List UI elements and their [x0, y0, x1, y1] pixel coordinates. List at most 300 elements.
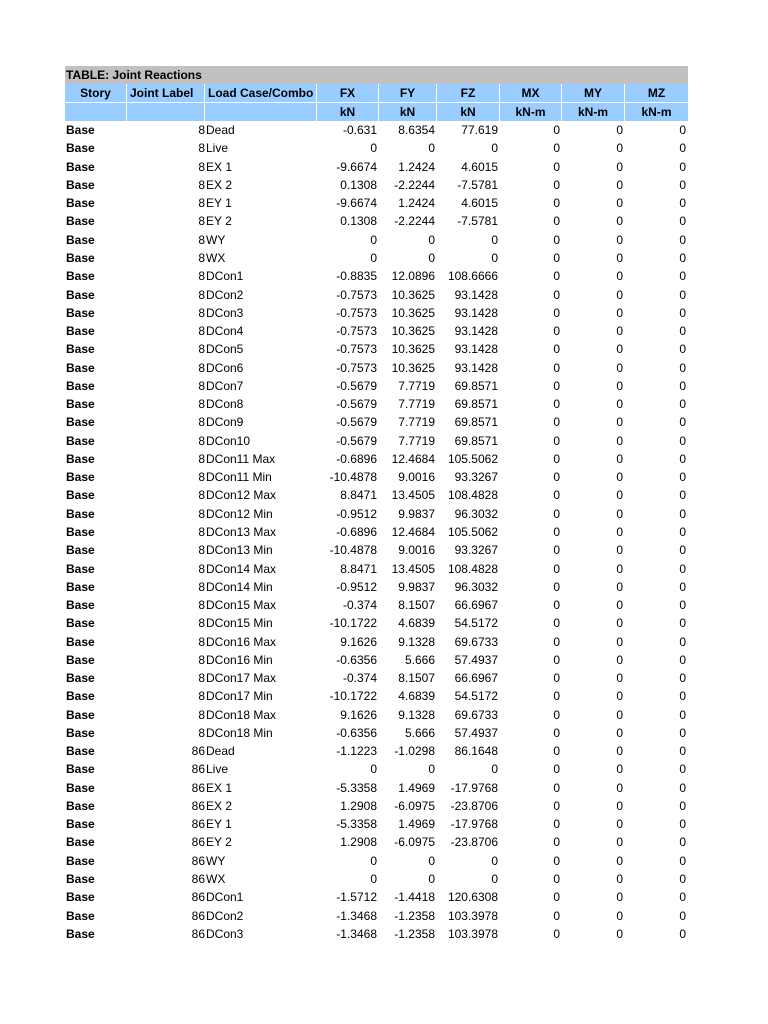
cell-my: 0 [616, 451, 623, 466]
cell-mz: 0 [679, 707, 686, 722]
table-row [65, 651, 688, 669]
cell-load-case: DCon15 Max [206, 598, 277, 613]
table-row [65, 724, 688, 742]
cell-story: Base [66, 305, 95, 320]
cell-fz: -17.9768 [450, 817, 498, 832]
cell-joint-label: 8 [198, 707, 205, 722]
cell-fz: 0 [491, 141, 498, 156]
cell-my: 0 [616, 671, 623, 686]
cell-fz: 0 [491, 853, 498, 868]
cell-story: Base [66, 214, 95, 229]
cell-fx: -0.8835 [336, 269, 377, 284]
cell-mz: 0 [679, 324, 686, 339]
cell-load-case: DCon8 [206, 397, 244, 412]
unit-story [65, 103, 127, 121]
cell-fx: -0.5679 [336, 378, 377, 393]
cell-fx: 0 [370, 853, 377, 868]
cell-mx: 0 [553, 488, 560, 503]
cell-mx: 0 [553, 707, 560, 722]
cell-mz: 0 [679, 488, 686, 503]
cell-fy: 9.9837 [398, 506, 435, 521]
cell-joint-label: 8 [198, 342, 205, 357]
cell-fz: 105.5062 [447, 524, 498, 539]
cell-mz: 0 [679, 159, 686, 174]
cell-fx: -10.1722 [329, 616, 377, 631]
cell-mx: 0 [553, 177, 560, 192]
table-row [65, 358, 688, 376]
cell-fy: 9.1328 [398, 707, 435, 722]
table-row [65, 267, 688, 285]
cell-mz: 0 [679, 689, 686, 704]
header-joint-label: Joint Label [127, 84, 205, 102]
cell-fy: 5.666 [404, 652, 435, 667]
cell-mx: 0 [553, 360, 560, 375]
cell-my: 0 [616, 872, 623, 887]
cell-mz: 0 [679, 305, 686, 320]
table-row [65, 121, 688, 139]
table-body [65, 121, 688, 943]
cell-my: 0 [616, 214, 623, 229]
cell-story: Base [66, 177, 95, 192]
cell-story: Base [66, 324, 95, 339]
cell-load-case: EX 2 [206, 177, 233, 192]
cell-my: 0 [616, 707, 623, 722]
cell-load-case: DCon12 Min [206, 506, 273, 521]
cell-fz: 0 [491, 250, 498, 265]
cell-fx: -0.7573 [336, 324, 377, 339]
cell-fy: 0 [428, 250, 435, 265]
cell-load-case: EY 2 [206, 214, 232, 229]
cell-fx: -10.1722 [329, 689, 377, 704]
cell-joint-label: 86 [191, 744, 205, 759]
table-row [65, 432, 688, 450]
cell-story: Base [66, 579, 95, 594]
cell-fy: 1.4969 [398, 817, 435, 832]
cell-mx: 0 [553, 287, 560, 302]
cell-fx: -5.3358 [336, 817, 377, 832]
cell-fz: 93.1428 [454, 360, 498, 375]
table-row [65, 614, 688, 632]
cell-fy: 7.7719 [398, 433, 435, 448]
cell-fx: 0 [370, 762, 377, 777]
cell-story: Base [66, 780, 95, 795]
cell-fz: 93.1428 [454, 305, 498, 320]
cell-story: Base [66, 926, 95, 941]
cell-mz: 0 [679, 616, 686, 631]
cell-mz: 0 [679, 744, 686, 759]
cell-joint-label: 8 [198, 543, 205, 558]
cell-my: 0 [616, 908, 623, 923]
cell-my: 0 [616, 123, 623, 138]
cell-joint-label: 8 [198, 232, 205, 247]
cell-story: Base [66, 908, 95, 923]
cell-joint-label: 86 [191, 835, 205, 850]
cell-fy: 0 [428, 853, 435, 868]
cell-mz: 0 [679, 415, 686, 430]
cell-fz: 0 [491, 872, 498, 887]
table-row [65, 176, 688, 194]
table-row [65, 377, 688, 395]
cell-fx: 0 [370, 141, 377, 156]
cell-mx: 0 [553, 725, 560, 740]
table-row [65, 194, 688, 212]
cell-fx: 0 [370, 232, 377, 247]
table-row [65, 870, 688, 888]
unit-load-case [205, 103, 317, 121]
cell-fy: 0 [428, 141, 435, 156]
cell-mz: 0 [679, 123, 686, 138]
cell-story: Base [66, 470, 95, 485]
cell-fx: -10.4878 [329, 543, 377, 558]
cell-joint-label: 8 [198, 671, 205, 686]
cell-mz: 0 [679, 470, 686, 485]
cell-mx: 0 [553, 451, 560, 466]
cell-load-case: WX [206, 250, 226, 265]
cell-load-case: WY [206, 853, 226, 868]
cell-mz: 0 [679, 598, 686, 613]
table-row [65, 687, 688, 705]
cell-story: Base [66, 488, 95, 503]
cell-load-case: DCon11 Min [206, 470, 272, 485]
cell-joint-label: 8 [198, 305, 205, 320]
cell-mz: 0 [679, 652, 686, 667]
cell-mx: 0 [553, 634, 560, 649]
cell-load-case: DCon12 Max [206, 488, 277, 503]
cell-fz: 108.6666 [447, 269, 498, 284]
cell-fz: 103.3978 [447, 926, 498, 941]
cell-story: Base [66, 196, 95, 211]
cell-mx: 0 [553, 926, 560, 941]
table-row [65, 413, 688, 431]
cell-my: 0 [616, 524, 623, 539]
cell-story: Base [66, 123, 95, 138]
cell-my: 0 [616, 305, 623, 320]
cell-fz: 66.6967 [454, 598, 498, 613]
cell-mx: 0 [553, 872, 560, 887]
cell-mx: 0 [553, 835, 560, 850]
cell-story: Base [66, 159, 95, 174]
cell-fz: 69.6733 [454, 707, 498, 722]
cell-fy: -1.4418 [394, 890, 435, 905]
cell-mz: 0 [679, 250, 686, 265]
cell-load-case: DCon15 Min [206, 616, 273, 631]
cell-mx: 0 [553, 890, 560, 905]
header-mz: MZ [647, 86, 666, 100]
table-row [65, 815, 688, 833]
cell-joint-label: 8 [198, 689, 205, 704]
cell-my: 0 [616, 598, 623, 613]
cell-fx: -0.5679 [336, 433, 377, 448]
table-row [65, 833, 688, 851]
cell-my: 0 [616, 780, 623, 795]
cell-load-case: DCon14 Min [206, 579, 273, 594]
cell-mz: 0 [679, 451, 686, 466]
cell-my: 0 [616, 798, 623, 813]
cell-mz: 0 [679, 378, 686, 393]
table-row [65, 212, 688, 230]
cell-my: 0 [616, 250, 623, 265]
cell-fy: 9.0016 [398, 543, 435, 558]
cell-fy: -6.0975 [394, 835, 435, 850]
cell-mz: 0 [679, 196, 686, 211]
cell-mz: 0 [679, 780, 686, 795]
table-row [65, 852, 688, 870]
cell-mz: 0 [679, 177, 686, 192]
cell-joint-label: 8 [198, 269, 205, 284]
cell-fz: 93.3267 [454, 470, 498, 485]
cell-fy: -2.2244 [394, 177, 435, 192]
cell-fx: -0.7573 [336, 342, 377, 357]
cell-story: Base [66, 433, 95, 448]
cell-my: 0 [616, 561, 623, 576]
cell-fz: 69.6733 [454, 634, 498, 649]
cell-fz: 96.3032 [454, 579, 498, 594]
table-row [65, 578, 688, 596]
header-fz: FZ [437, 84, 500, 102]
cell-load-case: DCon16 Min [206, 652, 273, 667]
cell-fx: 9.1626 [340, 707, 377, 722]
cell-load-case: DCon13 Min [206, 543, 273, 558]
cell-my: 0 [616, 324, 623, 339]
cell-mz: 0 [679, 579, 686, 594]
cell-mx: 0 [553, 214, 560, 229]
table-row [65, 285, 688, 303]
cell-fy: 1.2424 [398, 159, 435, 174]
cell-joint-label: 8 [198, 415, 205, 430]
cell-mx: 0 [553, 579, 560, 594]
cell-my: 0 [616, 725, 623, 740]
cell-story: Base [66, 543, 95, 558]
cell-fy: 10.3625 [391, 287, 435, 302]
cell-story: Base [66, 598, 95, 613]
table-row [65, 523, 688, 541]
table-row [65, 925, 688, 943]
table-title: TABLE: Joint Reactions [65, 66, 688, 84]
cell-my: 0 [616, 853, 623, 868]
cell-my: 0 [616, 378, 623, 393]
cell-load-case: EX 2 [206, 798, 233, 813]
header-load-case: Load Case/Combo [205, 84, 317, 102]
cell-joint-label: 8 [198, 561, 205, 576]
cell-fz: 103.3978 [447, 908, 498, 923]
cell-story: Base [66, 232, 95, 247]
cell-mx: 0 [553, 141, 560, 156]
cell-mx: 0 [553, 762, 560, 777]
cell-story: Base [66, 397, 95, 412]
cell-load-case: EY 1 [206, 817, 232, 832]
cell-fy: 1.2424 [398, 196, 435, 211]
cell-mz: 0 [679, 433, 686, 448]
cell-mx: 0 [553, 250, 560, 265]
cell-fy: 1.4969 [398, 780, 435, 795]
cell-my: 0 [616, 506, 623, 521]
cell-fz: 57.4937 [454, 652, 498, 667]
cell-mx: 0 [553, 324, 560, 339]
cell-fy: 4.6839 [398, 689, 435, 704]
cell-mx: 0 [553, 671, 560, 686]
cell-joint-label: 8 [198, 287, 205, 302]
cell-fy: 12.4684 [391, 524, 435, 539]
cell-mx: 0 [553, 744, 560, 759]
cell-load-case: EY 1 [206, 196, 232, 211]
cell-fz: 86.1648 [454, 744, 498, 759]
cell-joint-label: 8 [198, 433, 205, 448]
cell-story: Base [66, 671, 95, 686]
cell-my: 0 [616, 232, 623, 247]
cell-story: Base [66, 872, 95, 887]
table-row [65, 249, 688, 267]
cell-joint-label: 8 [198, 324, 205, 339]
unit-mx: kN-m [500, 103, 562, 121]
cell-mx: 0 [553, 817, 560, 832]
cell-mx: 0 [553, 506, 560, 521]
cell-load-case: DCon10 [206, 433, 251, 448]
cell-fy: 7.7719 [398, 378, 435, 393]
cell-load-case: Live [206, 762, 229, 777]
cell-mz: 0 [679, 908, 686, 923]
header-story: Story [65, 84, 127, 102]
cell-mz: 0 [679, 853, 686, 868]
cell-my: 0 [616, 762, 623, 777]
cell-fx: -0.7573 [336, 360, 377, 375]
cell-fz: -7.5781 [457, 177, 498, 192]
cell-my: 0 [616, 817, 623, 832]
cell-story: Base [66, 287, 95, 302]
cell-load-case: EX 1 [206, 159, 233, 174]
cell-my: 0 [616, 342, 623, 357]
cell-fy: 0 [428, 872, 435, 887]
cell-story: Base [66, 250, 95, 265]
cell-load-case: DCon18 Min [206, 725, 273, 740]
cell-load-case: DCon5 [206, 342, 244, 357]
cell-mx: 0 [553, 433, 560, 448]
cell-joint-label: 8 [198, 488, 205, 503]
cell-mz: 0 [679, 141, 686, 156]
cell-fy: -6.0975 [394, 798, 435, 813]
cell-joint-label: 8 [198, 141, 205, 156]
cell-fx: -9.6674 [336, 196, 377, 211]
cell-joint-label: 8 [198, 177, 205, 192]
cell-mx: 0 [553, 616, 560, 631]
unit-fx: kN [317, 103, 379, 121]
cell-mz: 0 [679, 872, 686, 887]
table-row [65, 742, 688, 760]
units-row [65, 103, 688, 121]
cell-fx: 1.2908 [340, 835, 377, 850]
table-row [65, 559, 688, 577]
cell-fz: 4.6015 [461, 196, 498, 211]
cell-fz: 54.5172 [454, 689, 498, 704]
cell-fy: 10.3625 [391, 360, 435, 375]
cell-mz: 0 [679, 725, 686, 740]
cell-mx: 0 [553, 305, 560, 320]
cell-fx: 9.1626 [340, 634, 377, 649]
header-fy: FY [379, 84, 437, 102]
cell-fx: 8.8471 [340, 561, 377, 576]
cell-fz: 93.1428 [454, 324, 498, 339]
cell-fy: 9.9837 [398, 579, 435, 594]
cell-fy: 9.0016 [398, 470, 435, 485]
cell-joint-label: 86 [191, 817, 205, 832]
cell-fy: -1.0298 [394, 744, 435, 759]
unit-joint-label [127, 103, 205, 121]
cell-joint-label: 86 [191, 872, 205, 887]
table-row [65, 304, 688, 322]
cell-fx: -0.374 [342, 671, 377, 686]
table-row [65, 450, 688, 468]
cell-fy: 7.7719 [398, 397, 435, 412]
cell-fy: 10.3625 [391, 342, 435, 357]
cell-load-case: WY [206, 232, 226, 247]
cell-fy: 8.1507 [398, 671, 435, 686]
cell-mx: 0 [553, 908, 560, 923]
cell-story: Base [66, 725, 95, 740]
cell-story: Base [66, 524, 95, 539]
cell-mx: 0 [553, 853, 560, 868]
cell-fx: -1.5712 [336, 890, 377, 905]
cell-fy: -2.2244 [394, 214, 435, 229]
table-row [65, 139, 688, 157]
cell-load-case: DCon6 [206, 360, 244, 375]
cell-joint-label: 8 [198, 616, 205, 631]
cell-story: Base [66, 744, 95, 759]
cell-fx: -0.6356 [336, 652, 377, 667]
cell-mx: 0 [553, 397, 560, 412]
table-row [65, 596, 688, 614]
joint-reactions-table [65, 66, 688, 943]
cell-fz: 69.8571 [454, 433, 498, 448]
cell-story: Base [66, 835, 95, 850]
cell-mx: 0 [553, 561, 560, 576]
unit-fy: kN [379, 103, 437, 121]
cell-joint-label: 8 [198, 214, 205, 229]
cell-fz: 120.6308 [447, 890, 498, 905]
table-row [65, 669, 688, 687]
header-row [65, 84, 688, 103]
cell-my: 0 [616, 470, 623, 485]
cell-fz: 93.1428 [454, 342, 498, 357]
cell-my: 0 [616, 141, 623, 156]
cell-mx: 0 [553, 123, 560, 138]
cell-my: 0 [616, 835, 623, 850]
cell-story: Base [66, 817, 95, 832]
cell-mz: 0 [679, 214, 686, 229]
cell-fy: 8.1507 [398, 598, 435, 613]
cell-load-case: DCon14 Max [206, 561, 277, 576]
cell-story: Base [66, 707, 95, 722]
cell-my: 0 [616, 159, 623, 174]
cell-fy: 4.6839 [398, 616, 435, 631]
cell-joint-label: 8 [198, 250, 205, 265]
cell-joint-label: 86 [191, 762, 205, 777]
cell-mx: 0 [553, 524, 560, 539]
cell-story: Base [66, 798, 95, 813]
table-row [65, 888, 688, 906]
cell-fx: -0.6896 [336, 451, 377, 466]
cell-story: Base [66, 762, 95, 777]
cell-fz: 108.4828 [447, 488, 498, 503]
cell-mx: 0 [553, 159, 560, 174]
cell-my: 0 [616, 196, 623, 211]
cell-fz: 96.3032 [454, 506, 498, 521]
cell-load-case: DCon4 [206, 324, 244, 339]
cell-mz: 0 [679, 543, 686, 558]
cell-my: 0 [616, 269, 623, 284]
cell-joint-label: 8 [198, 360, 205, 375]
cell-load-case: Live [206, 141, 229, 156]
cell-fy: 8.6354 [398, 123, 435, 138]
cell-joint-label: 8 [198, 123, 205, 138]
